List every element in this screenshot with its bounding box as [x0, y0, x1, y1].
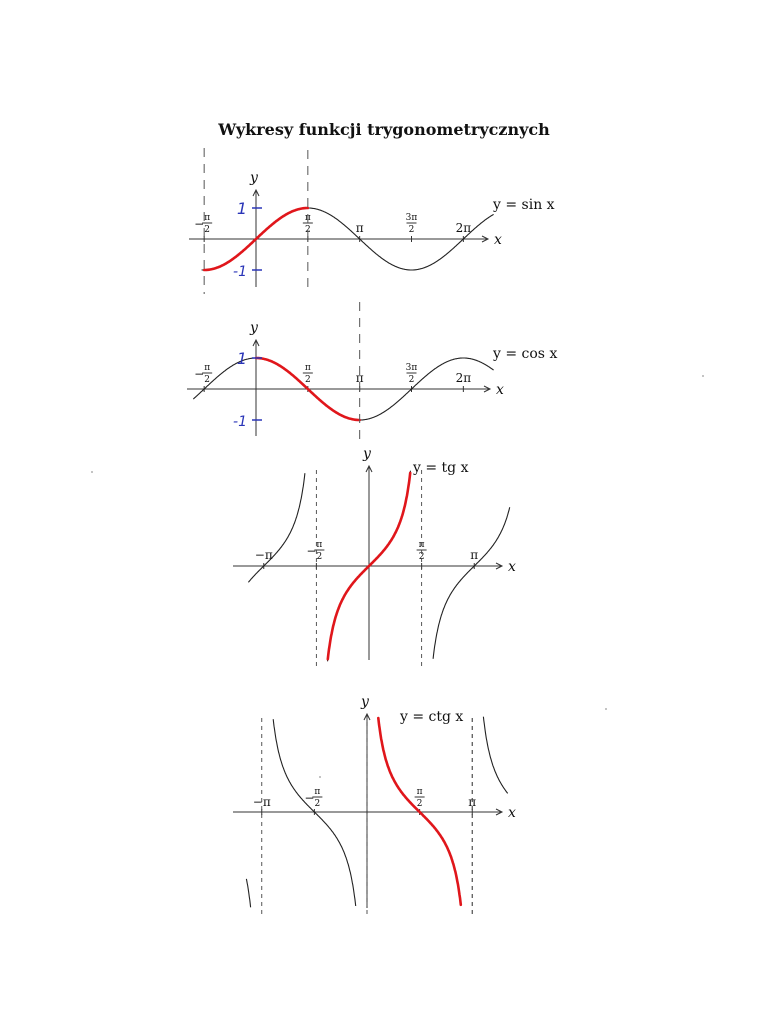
cos-chart-tick-label-3-num: 3π: [405, 363, 418, 373]
cos-chart-tick-label-3-den: 2: [408, 375, 415, 385]
tg-chart-tick-label-2-num: π: [418, 540, 425, 550]
tg-chart-tick-label-1-den: 2: [316, 552, 323, 562]
ctg-chart-tick-label-1-num: π: [314, 787, 321, 797]
ctg-chart-x-label: x: [508, 805, 516, 821]
tg-chart: [233, 446, 516, 670]
sin-chart-tick-label-0-sign: −: [194, 217, 205, 231]
cos-chart: [187, 302, 557, 446]
ctg-chart-tick-label-0: −π: [252, 795, 271, 809]
sin-chart-tick-label-2: π: [355, 221, 364, 235]
cos-chart-tick-label-2: π: [355, 371, 364, 385]
sin-chart-tick-label-0-den: 2: [204, 225, 211, 235]
sin-chart-x-label: x: [494, 232, 502, 248]
sin-chart-tick-label-1-num: π: [304, 213, 311, 223]
tg-chart-x-label: x: [508, 559, 516, 575]
scan-speck-2: [605, 708, 607, 710]
cos-chart-mark-top: 1: [236, 349, 248, 368]
cos-chart-tick-label-0-sign: −: [194, 367, 205, 381]
ctg-chart: [233, 694, 516, 918]
sin-chart-tick-label-3-den: 2: [408, 225, 415, 235]
cos-chart-x-label: x: [496, 382, 504, 398]
cos-chart-tick-label-4: 2π: [455, 371, 472, 385]
ctg-chart-tick-label-1-sign: −: [304, 791, 315, 805]
sin-chart-y-label: y: [250, 170, 258, 186]
cos-chart-tick-label-1-num: π: [304, 363, 311, 373]
sin-chart-mark-top: 1: [236, 199, 248, 218]
tg-chart-y-label: y: [363, 446, 371, 462]
sin-chart-equation: y = sin x: [493, 197, 555, 213]
tg-chart-tick-label-1-num: π: [316, 540, 323, 550]
sin-chart-tick-label-0-num: π: [204, 213, 211, 223]
sin-chart-tick-label-4: 2π: [455, 221, 472, 235]
scan-speck-3: [702, 375, 704, 377]
ctg-chart-tick-label-2-num: π: [416, 787, 423, 797]
cos-chart-mark-bottom: -1: [233, 414, 247, 430]
ctg-chart-tick-label-2-den: 2: [416, 799, 423, 809]
scan-speck-0: [91, 471, 93, 473]
ctg-chart-highlight: [378, 718, 461, 905]
sin-chart-tick-label-1-den: 2: [304, 225, 311, 235]
sin-chart-tick-label-3-num: 3π: [405, 213, 418, 223]
cos-chart-tick-label-1-den: 2: [304, 375, 311, 385]
ctg-chart-equation: y = ctg x: [400, 709, 464, 725]
tg-chart-tick-label-3: π: [470, 548, 479, 562]
tg-chart-tick-label-1-sign: −: [306, 544, 317, 558]
cos-chart-tick-label-0-den: 2: [204, 375, 211, 385]
cos-chart-tick-label-0-num: π: [204, 363, 211, 373]
page-title: Wykresy funkcji trygonometrycznych: [218, 120, 550, 139]
tg-chart-equation: y = tg x: [413, 460, 469, 476]
cos-chart-equation: y = cos x: [493, 346, 558, 362]
cos-chart-y-label: y: [250, 320, 258, 336]
scan-speck-1: [319, 776, 321, 778]
ctg-chart-tick-label-3: π: [468, 795, 477, 809]
ctg-chart-y-label: y: [361, 694, 369, 710]
tg-chart-tick-label-2-den: 2: [418, 552, 425, 562]
ctg-chart-tick-label-1-den: 2: [314, 799, 321, 809]
sin-chart: [189, 148, 555, 294]
tg-chart-tick-label-0: −π: [254, 548, 273, 562]
sin-chart-mark-bottom: -1: [233, 264, 247, 280]
